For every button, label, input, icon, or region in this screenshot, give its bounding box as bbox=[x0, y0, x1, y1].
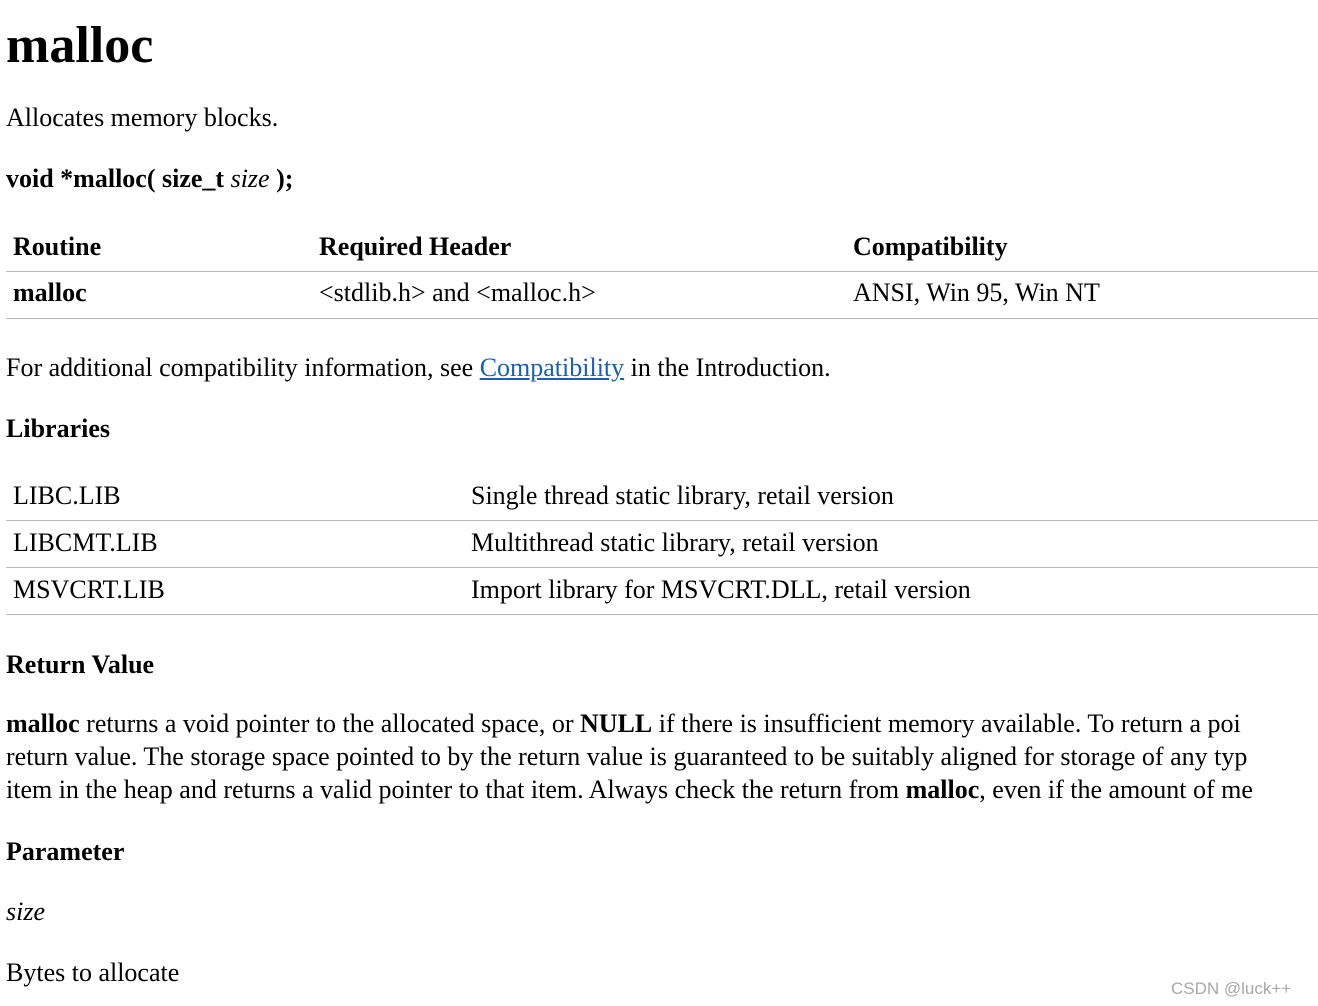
signature-prefix: void *malloc( size_t bbox=[6, 164, 231, 193]
function-signature bbox=[6, 164, 293, 194]
parameter-desc: Bytes to allocate bbox=[6, 958, 180, 987]
signature-suffix: ); bbox=[269, 164, 294, 193]
bold-malloc: malloc bbox=[905, 775, 980, 804]
library-name: MSVCRT.LIB bbox=[13, 575, 165, 604]
text-run: if there is insufficient memory available. To return a poi bbox=[652, 709, 1241, 738]
library-name: LIBCMT.LIB bbox=[13, 528, 158, 557]
bold-malloc: malloc bbox=[6, 709, 80, 738]
parameter-name bbox=[6, 897, 45, 927]
library-desc: Import library for MSVCRT.DLL, retail version bbox=[471, 575, 971, 604]
library-name: LIBC.LIB bbox=[13, 481, 121, 510]
compatibility-value: ANSI, Win 95, Win NT bbox=[853, 278, 1100, 307]
library-desc: Single thread static library, retail version bbox=[471, 481, 894, 510]
routine-name: malloc bbox=[13, 278, 87, 307]
return-value-line bbox=[6, 773, 1318, 806]
signature-param: size bbox=[230, 164, 270, 193]
page-title: malloc bbox=[6, 17, 154, 74]
parameter-name-text: size bbox=[6, 897, 45, 926]
return-value-line bbox=[6, 707, 1318, 740]
library-row bbox=[6, 474, 1318, 521]
library-row bbox=[6, 521, 1318, 568]
bold-null: NULL bbox=[579, 709, 653, 738]
parameter-heading: Parameter bbox=[6, 837, 125, 866]
requirements-header-row bbox=[6, 225, 1318, 272]
compat-note-before: For additional compatibility information, see bbox=[6, 353, 480, 382]
col-compatibility: Compatibility bbox=[853, 232, 1008, 261]
text-run: , even if the amount of me bbox=[979, 775, 1253, 804]
compat-note-after: in the Introduction. bbox=[624, 353, 831, 382]
compatibility-link[interactable]: Compatibility bbox=[479, 353, 625, 382]
text-run: returns a void pointer to the allocated space, or bbox=[79, 709, 580, 738]
requirements-row bbox=[6, 272, 1318, 319]
return-value-line: return value. The storage space pointed to by the return value is guaranteed to be suitably aligned for storage of any typ bbox=[6, 742, 1248, 771]
return-value-heading: Return Value bbox=[6, 650, 155, 679]
return-value-text bbox=[6, 707, 1318, 806]
csdn-watermark: CSDN @luck++ bbox=[1171, 979, 1292, 998]
libraries-heading: Libraries bbox=[6, 414, 110, 443]
compat-note bbox=[6, 353, 831, 383]
col-required-header: Required Header bbox=[319, 232, 512, 261]
col-routine: Routine bbox=[13, 232, 102, 261]
library-desc: Multithread static library, retail version bbox=[471, 528, 879, 557]
summary-text: Allocates memory blocks. bbox=[6, 103, 279, 132]
text-run: item in the heap and returns a valid pointer to that item. Always check the return from bbox=[6, 775, 906, 804]
library-row bbox=[6, 568, 1318, 615]
required-header-value: <stdlib.h> and <malloc.h> bbox=[319, 278, 596, 307]
